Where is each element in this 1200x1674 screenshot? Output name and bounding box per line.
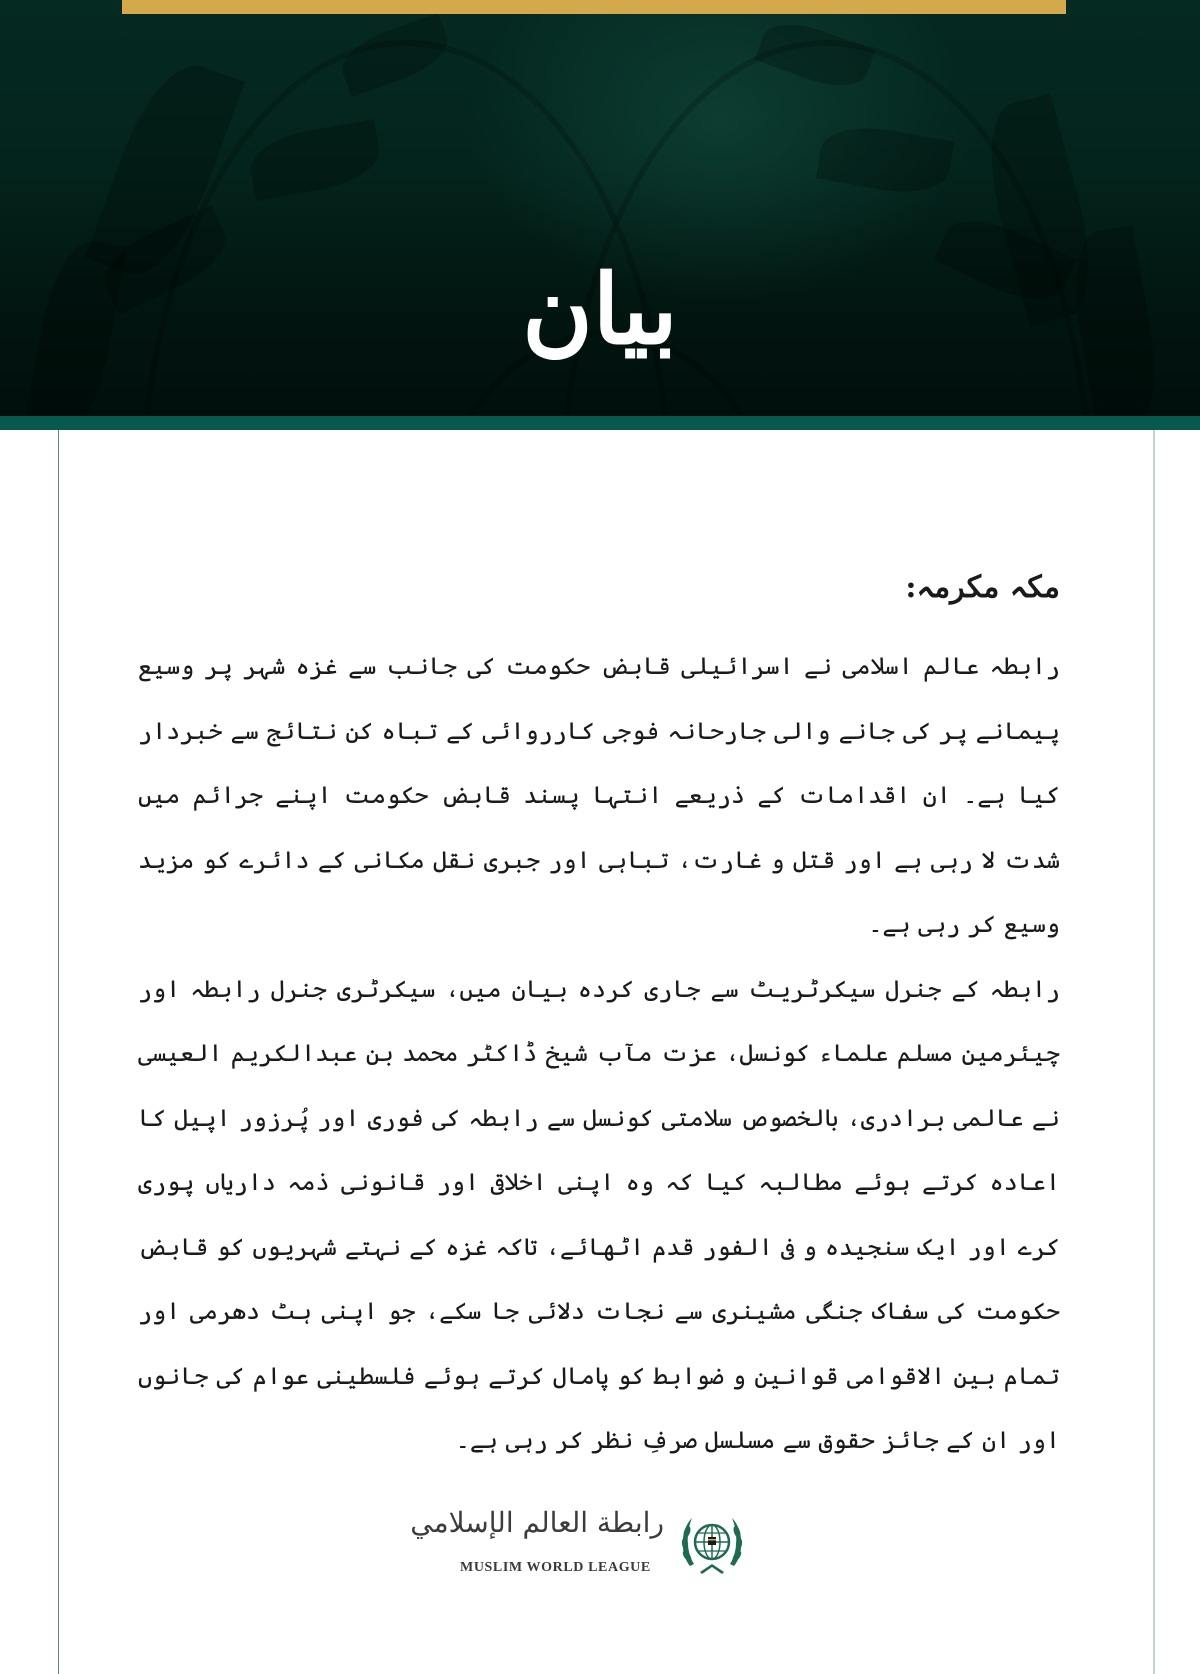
globe-wreath-icon <box>676 1506 748 1578</box>
statement-body <box>138 560 1060 1473</box>
left-border-line <box>58 430 59 1674</box>
muslim-world-league-logo <box>410 1502 752 1584</box>
dateline: مکہ مکرمہ: <box>905 570 1060 605</box>
logo-arabic-wordmark: رابطة العالم الإسلامي <box>410 1506 664 1539</box>
right-border-line <box>1153 430 1155 1674</box>
page-title: بیان <box>522 253 678 366</box>
gold-accent-bar <box>122 0 1066 14</box>
header-divider-band <box>0 416 1200 430</box>
paragraph-1: رابطہ عالم اسلامی نے اسرائیلی قابض حکومت کی جانب سے غزہ شہر پر وسیع پیمانے پر کی جانے والی جارحانہ فوجی کارروائی کے تباہ کن نتائج سے خبردار کیا ہے۔ ان اقدامات کے ذریعے انتہا پسند قابض حکومت اپنے جرائم میں شدت لا رہی ہے اور قتل و غارت، تباہی اور جبری نقل مکانی کے دائرے کو مزید وسیع کر رہی ہے۔ <box>138 652 1060 938</box>
header-banner <box>0 0 1200 416</box>
paragraph-2: رابطہ کے جنرل سیکرٹریٹ سے جاری کردہ بیان میں، سیکرٹری جنرل رابطہ اور چیئرمین مسلم علماء کونسل، عزت مآب شیخ ڈاکٹر محمد بن عبدالکریم العیسی نے عالمی برادری، بالخصوص سلامتی کونسل سے رابطہ کی فوری اور پُرزور اپیل کا اعادہ کرتے ہوئے مطالبہ کیا کہ وہ اپنی اخلاقی اور قانونی ذمہ داریاں پوری کرے اور ایک سنجیدہ و فی الفور قدم اٹھائے، تاکہ غزہ کے نہتے شہریوں کو قابض حکومت کی سفاک جنگی مشینری سے نجات دلائی جا سکے، جو اپنی ہٹ دھرمی اور تمام بین الاقوامی قوانین و ضوابط کو پامال کرتے ہوئے فلسطینی عوام کی جانوں اور ان کے جائز حقوق سے مسلسل صرفِ نظر کر رہی ہے۔ <box>138 974 1060 1454</box>
logo-english-wordmark: MUSLIM WORLD LEAGUE <box>460 1560 651 1575</box>
